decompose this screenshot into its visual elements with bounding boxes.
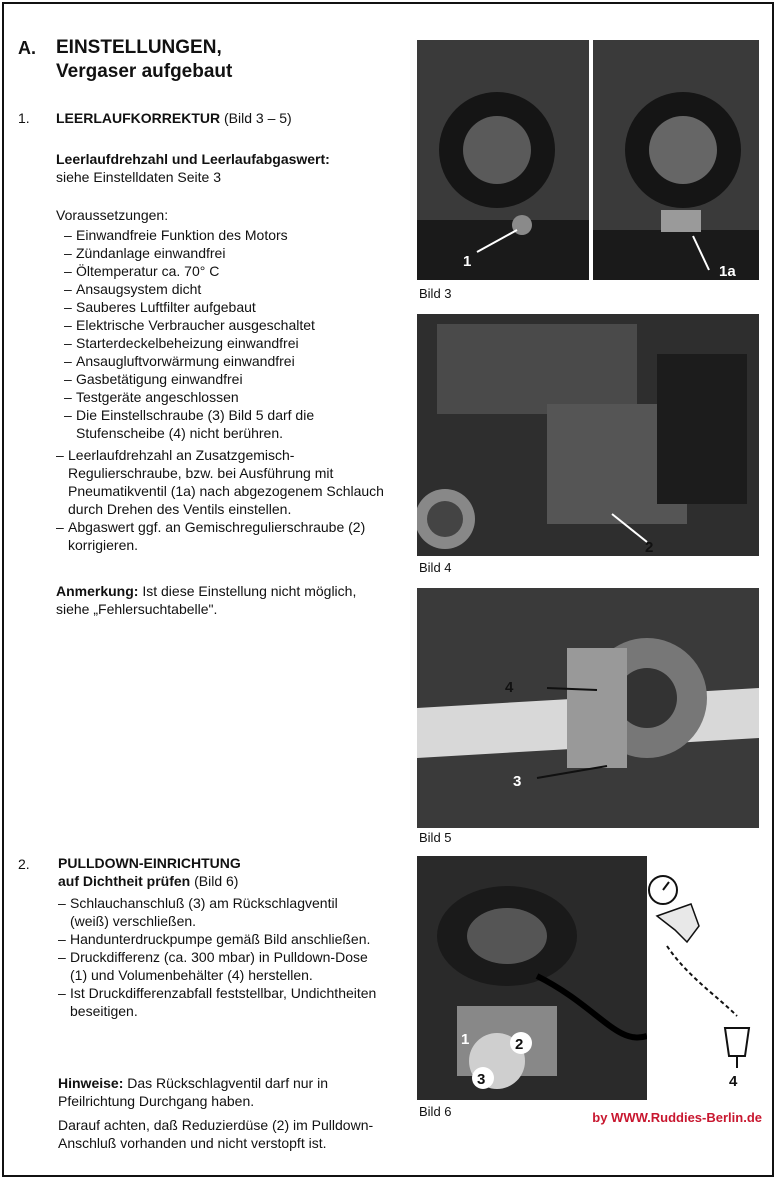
- item1-heading-ref: (Bild 3 – 5): [224, 110, 292, 126]
- note-text: Ist diese Einstellung nicht möglich, siehe „Fehlersuchtabelle".: [56, 583, 357, 617]
- list-item: – Leerlaufdrehzahl an Zusatzgemisch-Regulierschraube, bzw. bei Ausführung mit Pneumatikventil (1a) nach abgezogenem Schlauch durch Drehen des Ventils einstellen.: [56, 446, 386, 518]
- item2-heading-line1: PULLDOWN-EINRICHTUNG: [58, 855, 241, 871]
- bild5-photo: [417, 588, 759, 828]
- list-item: – Ansaugluftvorwärmung einwandfrei: [64, 352, 384, 370]
- item1-steps: [56, 446, 386, 554]
- bild6-label-3: 3: [477, 1071, 486, 1088]
- list-item: – Druckdifferenz (ca. 300 mbar) in Pulldown-Dose (1) und Volumenbehälter (4) herstellen.: [58, 948, 378, 984]
- bild5-label-4: 4: [505, 679, 514, 696]
- list-item: – Abgaswert ggf. an Gemischregulierschraube (2) korrigieren.: [56, 518, 386, 554]
- bild3-right-graphic: [593, 40, 759, 280]
- list-item: – Öltemperatur ca. 70° C: [64, 262, 384, 280]
- item1-number: 1.: [18, 110, 30, 126]
- list-item: – Schlauchanschluß (3) am Rückschlagventil (weiß) verschließen.: [58, 894, 378, 930]
- list-item: – Gasbetätigung einwandfrei: [64, 370, 384, 388]
- bild4-photo: [417, 314, 759, 556]
- bild6-caption: Bild 6: [419, 1104, 452, 1119]
- bild6-diagram: [647, 856, 759, 1100]
- list-item: – Ansaugsystem dicht: [64, 280, 384, 298]
- bild3-label-1: 1: [463, 253, 472, 270]
- note-label: Anmerkung:: [56, 583, 139, 599]
- bild3-caption: Bild 3: [419, 286, 452, 301]
- bild5-label-3: 3: [513, 773, 522, 790]
- bild4-label-2: 2: [645, 539, 654, 556]
- list-item: – Sauberes Luftfilter aufgebaut: [64, 298, 384, 316]
- prereq-label: Voraussetzungen:: [56, 207, 169, 223]
- hint-label: Hinweise:: [58, 1075, 124, 1091]
- list-item: – Die Einstellschraube (3) Bild 5 darf die Stufenscheibe (4) nicht berühren.: [64, 406, 384, 442]
- item2-heading-ref: (Bild 6): [194, 873, 239, 889]
- list-item: – Elektrische Verbraucher ausgeschaltet: [64, 316, 384, 334]
- section-title: [56, 36, 232, 84]
- item1-heading-text: LEERLAUFKORREKTUR: [56, 110, 221, 126]
- bild5-caption: Bild 5: [419, 830, 452, 845]
- list-item: – Handunterdruckpumpe gemäß Bild anschließen.: [58, 930, 378, 948]
- list-item: – Einwandfreie Funktion des Motors: [64, 226, 384, 244]
- source-credit: by WWW.Ruddies-Berlin.de: [592, 1110, 762, 1125]
- bild3-photo-left: [417, 40, 589, 280]
- item2-hint2: Darauf achten, daß Reduzierdüse (2) im Pulldown-Anschluß vorhanden und nicht verstopft ist.: [58, 1117, 374, 1151]
- section-title-line1: EINSTELLUNGEN,: [56, 37, 222, 58]
- bild4-caption: Bild 4: [419, 560, 452, 575]
- item1-sub: [56, 150, 330, 186]
- bild6-photo: [417, 856, 647, 1100]
- bild3-left-graphic: [417, 40, 589, 280]
- bild4-graphic: [417, 314, 759, 556]
- bild3-photo-right: [593, 40, 759, 280]
- prereq-list: [64, 226, 384, 442]
- section-letter: A.: [18, 38, 36, 58]
- item1-sub-text: siehe Einstelldaten Seite 3: [56, 169, 221, 185]
- hint-text: Das Rückschlagventil darf nur in Pfeilrichtung Durchgang haben.: [58, 1075, 329, 1109]
- bild3-label-1a: 1a: [719, 263, 736, 280]
- bild6-label-4: 4: [729, 1073, 738, 1090]
- bild6-label-2: 2: [515, 1036, 524, 1053]
- item2-steps: [58, 894, 378, 1020]
- list-item: – Ist Druckdifferenzabfall feststellbar, Undichtheiten beseitigen.: [58, 984, 378, 1020]
- item1-sub-bold: Leerlaufdrehzahl und Leerlaufabgaswert:: [56, 151, 330, 167]
- item2-heading-line2: auf Dichtheit prüfen: [58, 873, 191, 889]
- bild6-graphic: [417, 856, 647, 1100]
- bild6-label-1: 1: [461, 1031, 470, 1048]
- item1-note: [56, 582, 386, 618]
- item1-heading: [56, 110, 292, 126]
- section-title-line2: Vergaser aufgebaut: [56, 61, 233, 82]
- item2-hint: [58, 1074, 388, 1110]
- item2-heading: [58, 854, 241, 890]
- list-item: – Starterdeckelbeheizung einwandfrei: [64, 334, 384, 352]
- item2-number: 2.: [18, 856, 30, 872]
- list-item: – Testgeräte angeschlossen: [64, 388, 384, 406]
- list-item: – Zündanlage einwandfrei: [64, 244, 384, 262]
- bild5-graphic: [417, 588, 759, 828]
